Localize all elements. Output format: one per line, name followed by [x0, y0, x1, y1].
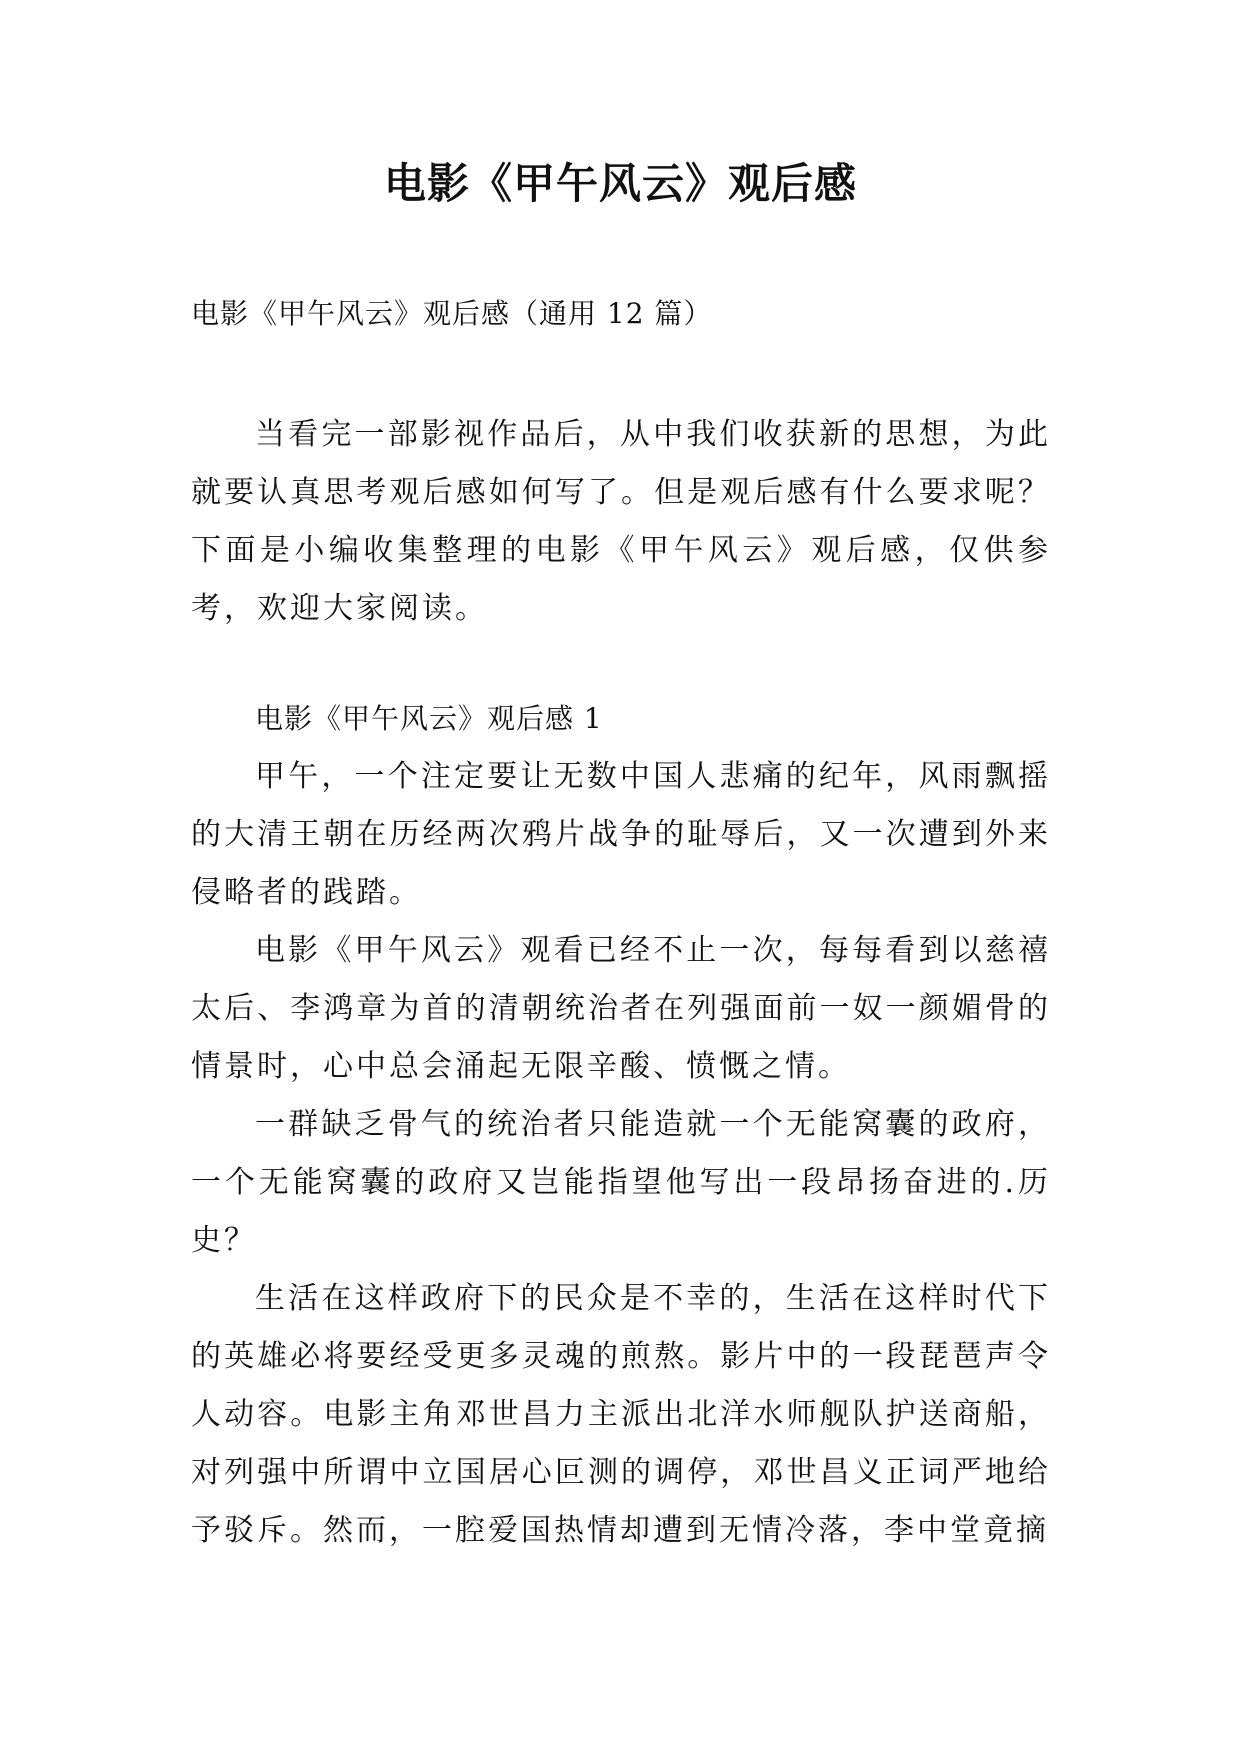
section-heading: 电影《甲午风云》观后感 1 [255, 702, 603, 735]
article-section [191, 690, 1051, 1560]
body-paragraph-1: 甲午，一个注定要让无数中国人悲痛的纪年，风雨飘摇的大清王朝在历经两次鸦片战争的耻辱后，又一次遭到外来侵略者的践踏。 [191, 759, 1051, 910]
document-subtitle: 电影《甲午风云》观后感（通用 12 篇） [191, 297, 713, 330]
body-paragraph-4: 生活在这样政府下的民众是不幸的，生活在这样时代下的英雄必将要经受更多灵魂的煎熬。影片中的一段琵琶声令人动容。电影主角邓世昌力主派出北洋水师舰队护送商船，对列强中所谓中立国居心叵测的调停，邓世昌义正词严地给予驳斥。然而，一腔爱国热情却遭到无情冷落，李中堂竟摘 [191, 1281, 1051, 1548]
body-paragraph-2: 电影《甲午风云》观看已经不止一次，每每看到以慈禧太后、李鸿章为首的清朝统治者在列强面前一奴一颜媚骨的情景时，心中总会涌起无限辛酸、愤慨之情。 [191, 933, 1051, 1084]
document-title: 电影《甲午风云》观后感 [383, 159, 857, 208]
intro-paragraph: 当看完一部影视作品后，从中我们收获新的思想，为此就要认真思考观后感如何写了。但是观后感有什么要求呢？下面是小编收集整理的电影《甲午风云》观后感，仅供参考，欢迎大家阅读。 [191, 417, 1051, 626]
body-paragraph-3: 一群缺乏骨气的统治者只能造就一个无能窝囊的政府，一个无能窝囊的政府又岂能指望他写出一段昂扬奋进的.历史？ [191, 1107, 1051, 1258]
intro-section [191, 406, 1051, 638]
